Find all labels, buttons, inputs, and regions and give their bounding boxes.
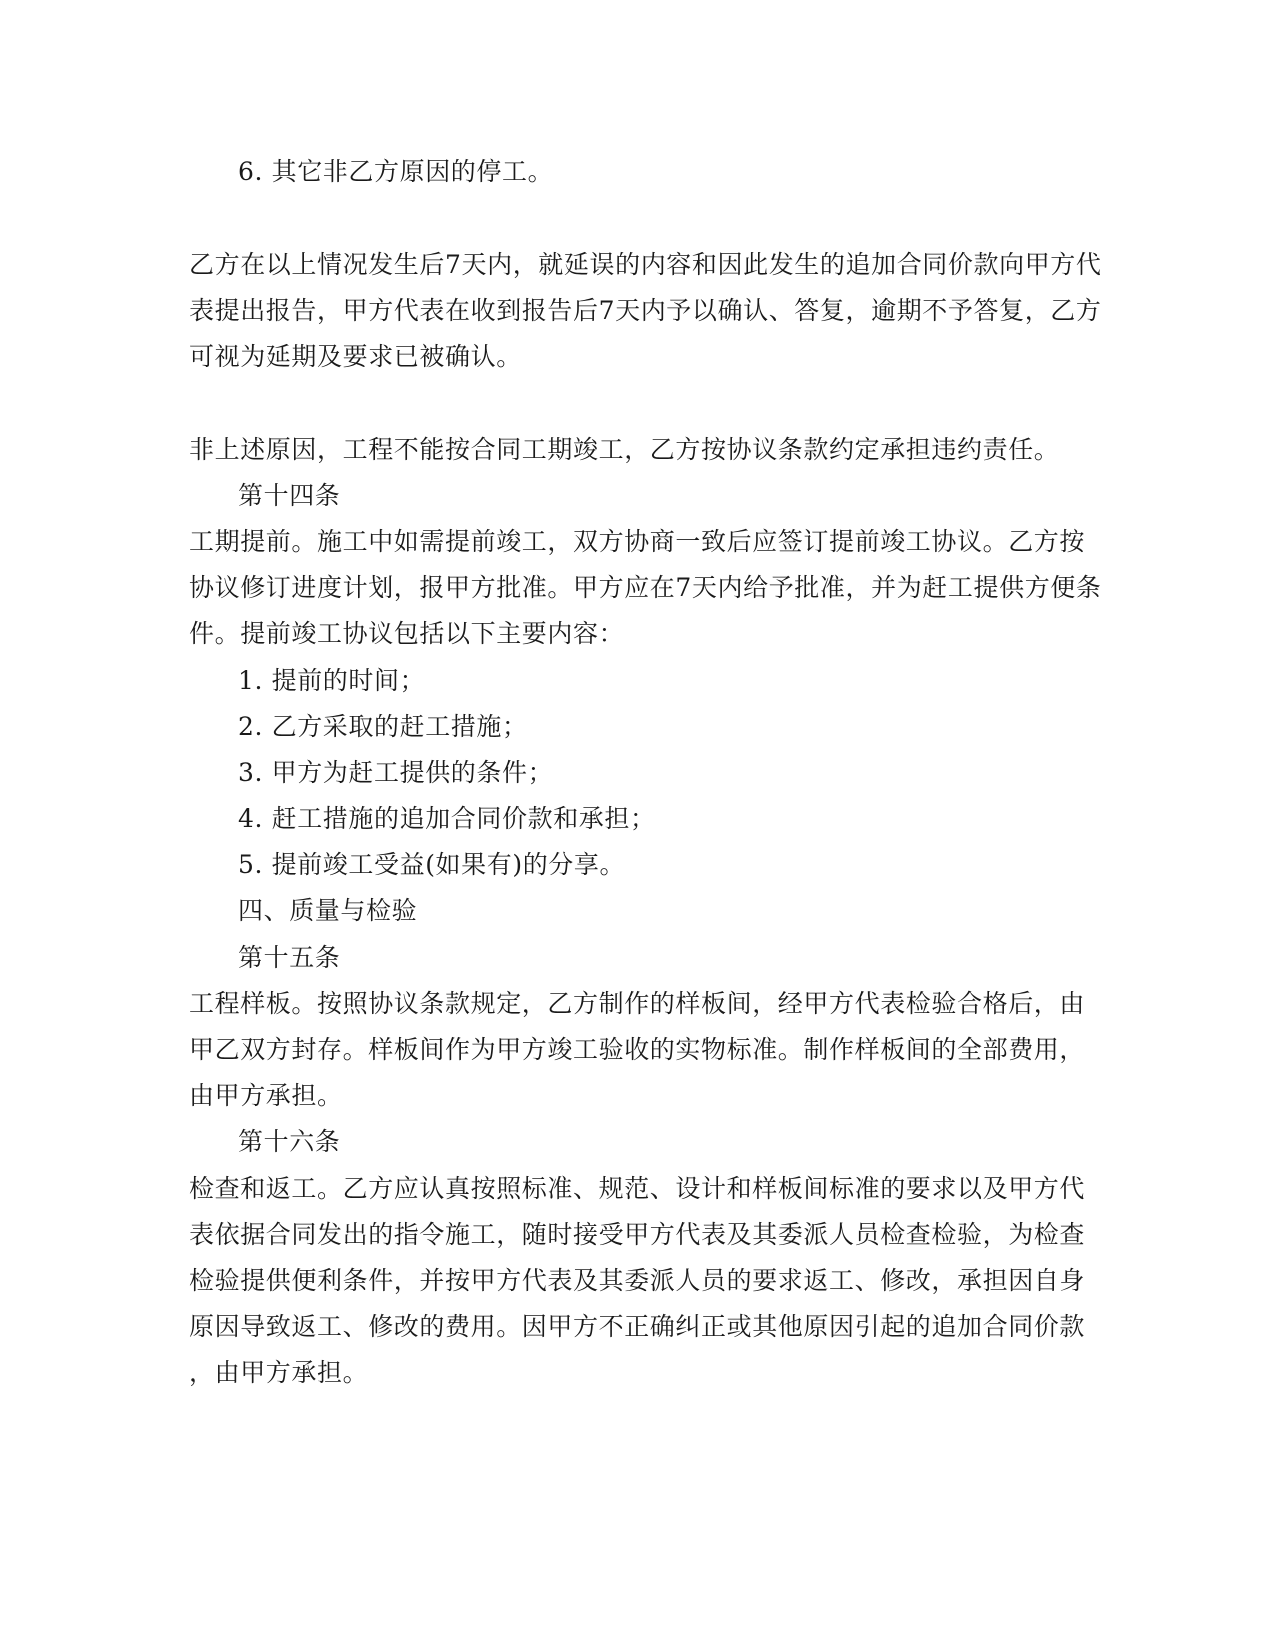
paragraph-line: 可视为延期及要求已被确认。 (189, 342, 522, 371)
paragraph-line: 件。提前竣工协议包括以下主要内容： (189, 619, 625, 648)
paragraph-line: 非上述原因，工程不能按合同工期竣工，乙方按协议条款约定承担违约责任。 (189, 435, 1060, 464)
paragraph-line: 检验提供便利条件，并按甲方代表及其委派人员的要求返工、修改，承担因自身 (189, 1266, 1086, 1295)
paragraph-line: 检查和返工。乙方应认真按照标准、规范、设计和样板间标准的要求以及甲方代 (189, 1174, 1086, 1203)
paragraph-line: 甲乙双方封存。样板间作为甲方竣工验收的实物标准。制作样板间的全部费用， (189, 1035, 1086, 1064)
paragraph-line: 表依据合同发出的指令施工，随时接受甲方代表及其委派人员检查检验，为检查 (189, 1220, 1086, 1249)
list-item-4: 4. 赶工措施的追加合同价款和承担； (238, 804, 656, 833)
list-item-2: 2. 乙方采取的赶工措施； (238, 712, 528, 741)
list-item-3: 3. 甲方为赶工提供的条件； (238, 758, 554, 787)
article-heading-14: 第十四条 (238, 481, 341, 510)
list-item-5: 5. 提前竣工受益(如果有)的分享。 (238, 850, 626, 879)
paragraph-line: 乙方在以上情况发生后7天内，就延误的内容和因此发生的追加合同价款向甲方代 (189, 250, 1102, 279)
paragraph-line: 原因导致返工、修改的费用。因甲方不正确纠正或其他原因引起的追加合同价款 (189, 1312, 1086, 1341)
list-item-1: 1. 提前的时间； (238, 666, 426, 695)
list-item-6: 6. 其它非乙方原因的停工。 (238, 157, 554, 186)
section-heading: 四、质量与检验 (238, 896, 418, 925)
paragraph-line: 工期提前。施工中如需提前竣工，双方协商一致后应签订提前竣工协议。乙方按 (189, 527, 1086, 556)
paragraph-line: 工程样板。按照协议条款规定，乙方制作的样板间，经甲方代表检验合格后，由 (189, 989, 1086, 1018)
paragraph-line: ，由甲方承担。 (189, 1358, 369, 1387)
article-heading-16: 第十六条 (238, 1127, 341, 1156)
article-heading-15: 第十五条 (238, 943, 341, 972)
paragraph-line: 表提出报告，甲方代表在收到报告后7天内予以确认、答复，逾期不予答复，乙方 (189, 296, 1102, 325)
paragraph-line: 协议修订进度计划，报甲方批准。甲方应在7天内给予批准，并为赶工提供方便条 (189, 573, 1102, 602)
paragraph-line: 由甲方承担。 (189, 1081, 343, 1110)
